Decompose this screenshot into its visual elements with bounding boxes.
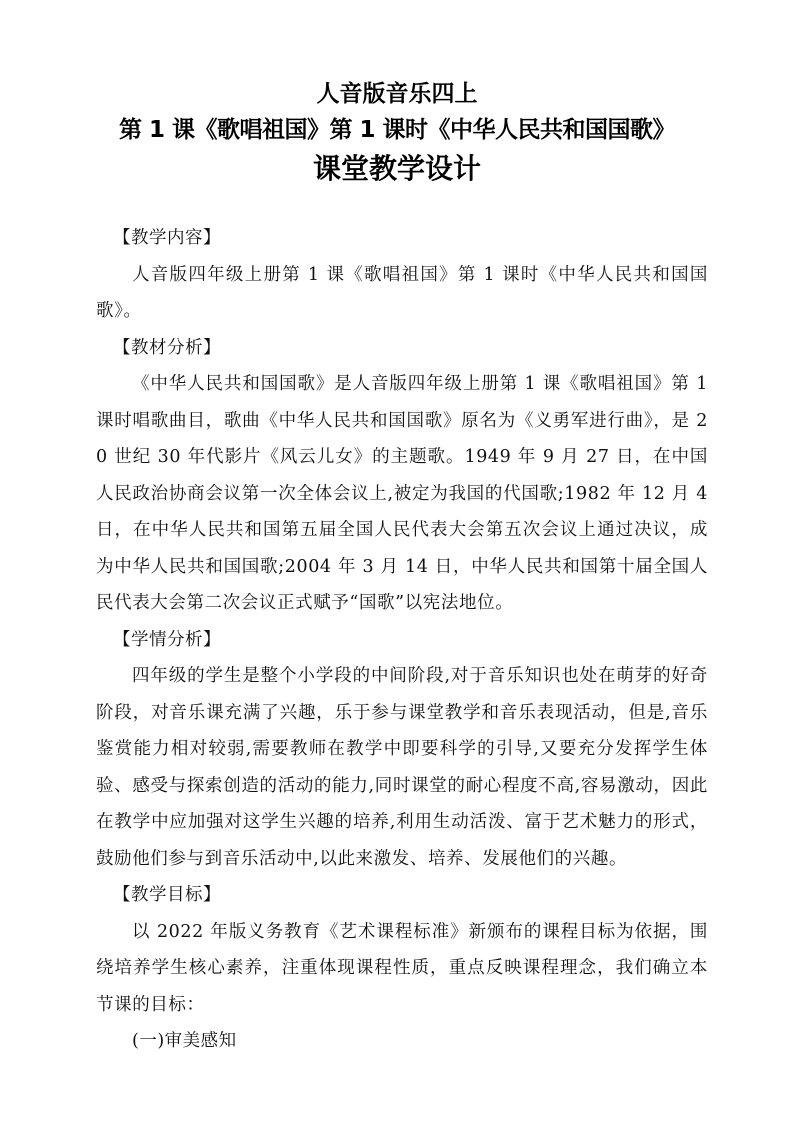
section-text-content: 人音版四年级上册第 1 课《歌唱祖国》第 1 课时《中华人民共和国国歌》。 — [96, 264, 708, 321]
section-text-goals: 以 2022 年版义务教育《艺术课程标准》新颁布的课程目标为依据，围绕培养学生核心素养，注重体现课程性质，重点反映课程理念，我们确立本节课的目标： — [96, 921, 708, 1015]
document-title — [0, 76, 794, 190]
document-body — [96, 220, 708, 1060]
section-heading-students: 【学情分析】 — [113, 629, 221, 650]
section-heading-goals: 【教学目标】 — [113, 885, 221, 905]
section-text-analysis: 《中华人民共和国国歌》是人音版四年级上册第 1 课《歌唱祖国》第 1 课时唱歌曲目，歌曲《中华人民共和国国歌》原名为《义勇军进行曲》，是 20 世纪 30 年代影片《风云儿女》的主题歌。1949 年 9 月 27 日，在中国人民政治协商会议第一次全体会议上,被定为我国的代国歌;1982 年 12 月 4 日，在中华人民共和国第五届全国人民代表大会第五次会议上通过决议，成为中华人民共和国国歌;2004 年 3 月 14 日，中华人民共和国第十届全国人民代表大会第二次会议正式赋予“国歌”以宪法地位。 — [96, 374, 708, 613]
section-text-students: 四年级的学生是整个小学段的中间阶段,对于音乐知识也处在萌芽的好奇阶段，对音乐课充满了兴趣，乐于参与课堂教学和音乐表现活动，但是,音乐鉴赏能力相对较弱,需要教师在教学中即要科学的引导,又要充分发挥学生体验、感受与探索创造的活动的能力,同时课堂的耐心程度不高,容易激动，因此在教学中应加强对这学生兴趣的培养,利用生动活泼、富于艺术魅力的形式，鼓励他们参与到音乐活动中,以此来激发、培养、发展他们的兴趣。 — [96, 666, 708, 869]
section-heading-content: 【教学内容】 — [113, 228, 221, 248]
goal-subheading-aesthetic: (一)审美感知 — [132, 1031, 237, 1051]
section-heading-analysis: 【教材分析】 — [113, 337, 221, 358]
title-line-design: 课堂教学设计 — [312, 152, 481, 185]
title-line-lesson: 第 1 课《歌唱祖国》第 1 课时《中华人民共和国国歌》 — [118, 117, 676, 143]
title-line-publisher: 人音版音乐四上 — [316, 81, 478, 107]
